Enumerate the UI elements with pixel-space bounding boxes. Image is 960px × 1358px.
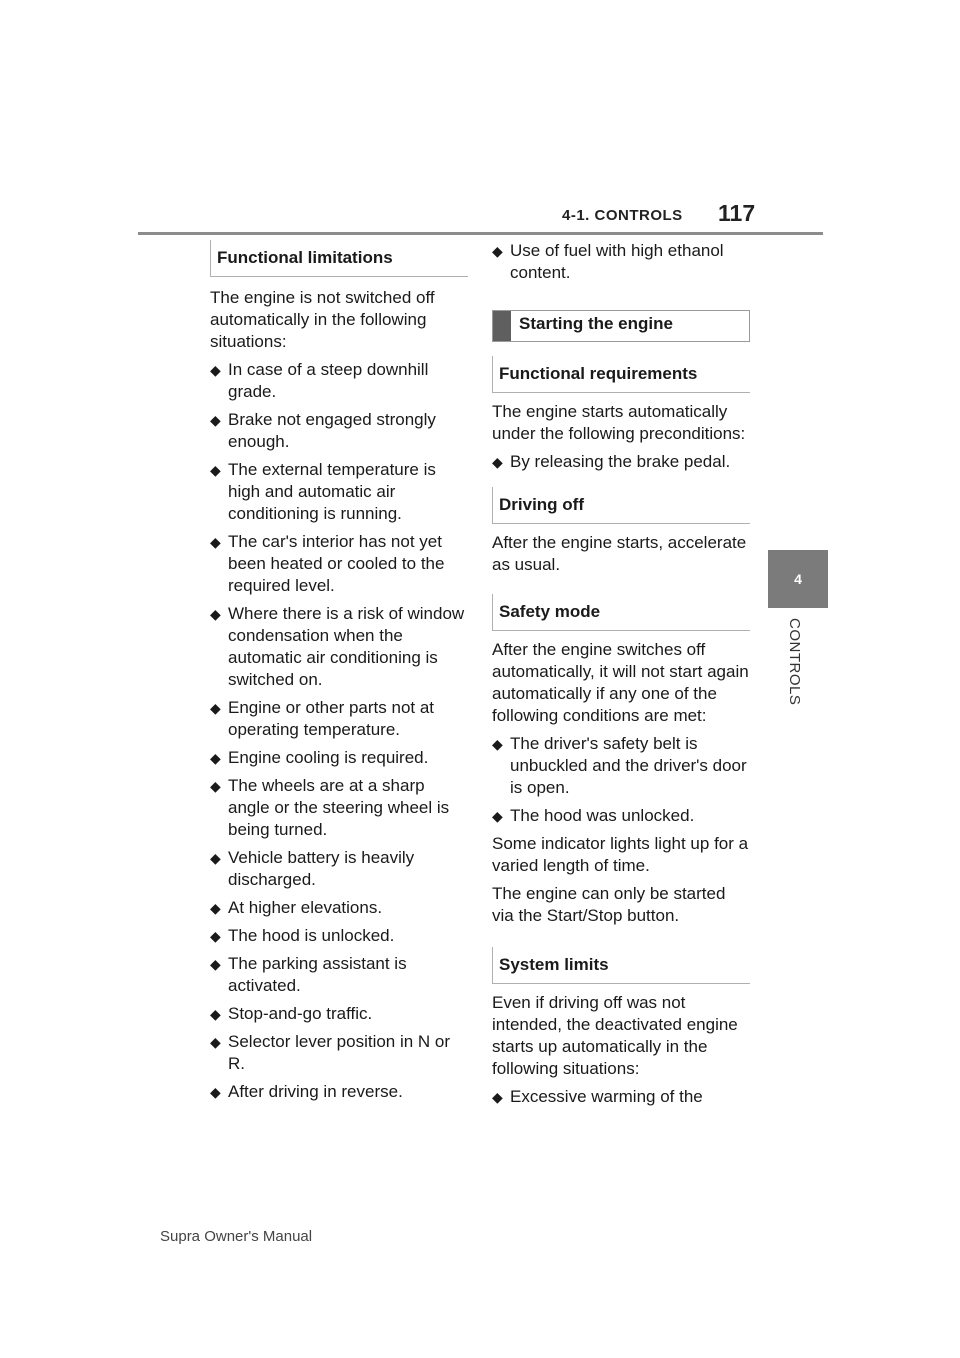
chapter-label: CONTROLS xyxy=(786,618,803,706)
bullet-icon: ◆ xyxy=(210,606,221,622)
bullet-icon: ◆ xyxy=(210,900,221,916)
bullet-icon: ◆ xyxy=(492,454,503,470)
list-item: ◆ The car's interior has not yet been heated or cooled to the required level. xyxy=(210,532,445,595)
bullet-icon: ◆ xyxy=(210,1084,221,1100)
bullet-icon: ◆ xyxy=(210,1034,221,1050)
bullet-icon: ◆ xyxy=(210,956,221,972)
list-item: ◆ By releasing the brake pedal. xyxy=(492,452,731,471)
list-item: ◆ Engine or other parts not at operating temperature. xyxy=(210,698,435,739)
bullet-icon: ◆ xyxy=(210,928,221,944)
list-item: ◆ The wheels are at a sharp angle or the steering wheel is being turned. xyxy=(210,776,450,839)
list-item: ◆ The hood is unlocked. xyxy=(210,926,395,945)
list-item: ◆ The external temperature is high and automatic air conditioning is running. xyxy=(210,460,436,523)
footer-manual-name: Supra Owner's Manual xyxy=(160,1228,313,1245)
list-item: ◆ Excessive warming of the xyxy=(492,1087,703,1106)
safety-note-2: The engine can only be started via the Start/Stop button. xyxy=(492,884,726,925)
safety-mode-text: After the engine switches off automatically, it will not start again automatically if any one of the following conditions are met: xyxy=(492,640,749,725)
list-item: ◆ Use of fuel with high ethanol content. xyxy=(492,241,724,282)
limitations-list xyxy=(210,359,468,1103)
limitations-intro: The engine is not switched off automatically in the following situations: xyxy=(210,288,435,351)
bullet-icon: ◆ xyxy=(210,700,221,716)
system-limits-heading: System limits xyxy=(492,947,750,984)
functional-requirements-heading: Functional requirements xyxy=(492,356,750,393)
right-column xyxy=(492,240,750,1108)
safety-list xyxy=(492,733,750,827)
heading-marker xyxy=(493,311,511,341)
header-divider xyxy=(138,232,823,235)
list-item: ◆ The driver's safety belt is unbuckled and the driver's door is open. xyxy=(492,734,747,797)
section-title: 4-1. CONTROLS xyxy=(562,207,683,224)
bullet-icon: ◆ xyxy=(210,362,221,378)
bullet-icon: ◆ xyxy=(210,778,221,794)
bullet-icon: ◆ xyxy=(210,462,221,478)
list-item: ◆ At higher elevations. xyxy=(210,898,383,917)
list-item: ◆ Vehicle battery is heavily discharged. xyxy=(210,848,415,889)
chapter-number: 4 xyxy=(794,571,802,587)
list-item: ◆ Selector lever position in N or R. xyxy=(210,1032,451,1073)
bullet-icon: ◆ xyxy=(210,534,221,550)
starting-engine-heading: Starting the engine xyxy=(492,310,750,342)
safety-note-1: Some indicator lights light up for a varied length of time. xyxy=(492,834,749,875)
functional-limitations-heading: Functional limitations xyxy=(210,240,468,277)
system-limits-text: Even if driving off was not intended, the deactivated engine starts up automatically in the following situations: xyxy=(492,993,738,1078)
list-item: ◆ After driving in reverse. xyxy=(210,1082,403,1101)
driving-off-text: After the engine starts, accelerate as usual. xyxy=(492,533,747,574)
list-item: ◆ Stop-and-go traffic. xyxy=(210,1004,373,1023)
bullet-icon: ◆ xyxy=(210,750,221,766)
bullet-icon: ◆ xyxy=(492,1089,503,1105)
requirements-text: The engine starts automatically under the following preconditions: xyxy=(492,402,746,443)
left-column xyxy=(210,240,468,1103)
list-item: ◆ In case of a steep downhill grade. xyxy=(210,360,429,401)
safety-mode-heading: Safety mode xyxy=(492,594,750,631)
bullet-icon: ◆ xyxy=(492,736,503,752)
driving-off-heading: Driving off xyxy=(492,487,750,524)
page-number: 117 xyxy=(718,200,756,226)
list-item: ◆ The parking assistant is activated. xyxy=(210,954,407,995)
bullet-icon: ◆ xyxy=(210,850,221,866)
list-item: ◆ Where there is a risk of window condensation when the automatic air conditioning is switched on. xyxy=(210,604,465,689)
list-item: ◆ The hood was unlocked. xyxy=(492,806,695,825)
chapter-tab xyxy=(768,550,828,608)
bullet-icon: ◆ xyxy=(210,1006,221,1022)
bullet-icon: ◆ xyxy=(492,808,503,824)
list-item: ◆ Brake not engaged strongly enough. xyxy=(210,410,436,451)
bullet-icon: ◆ xyxy=(210,412,221,428)
list-item: ◆ Engine cooling is required. xyxy=(210,748,429,767)
bullet-icon: ◆ xyxy=(492,243,503,259)
